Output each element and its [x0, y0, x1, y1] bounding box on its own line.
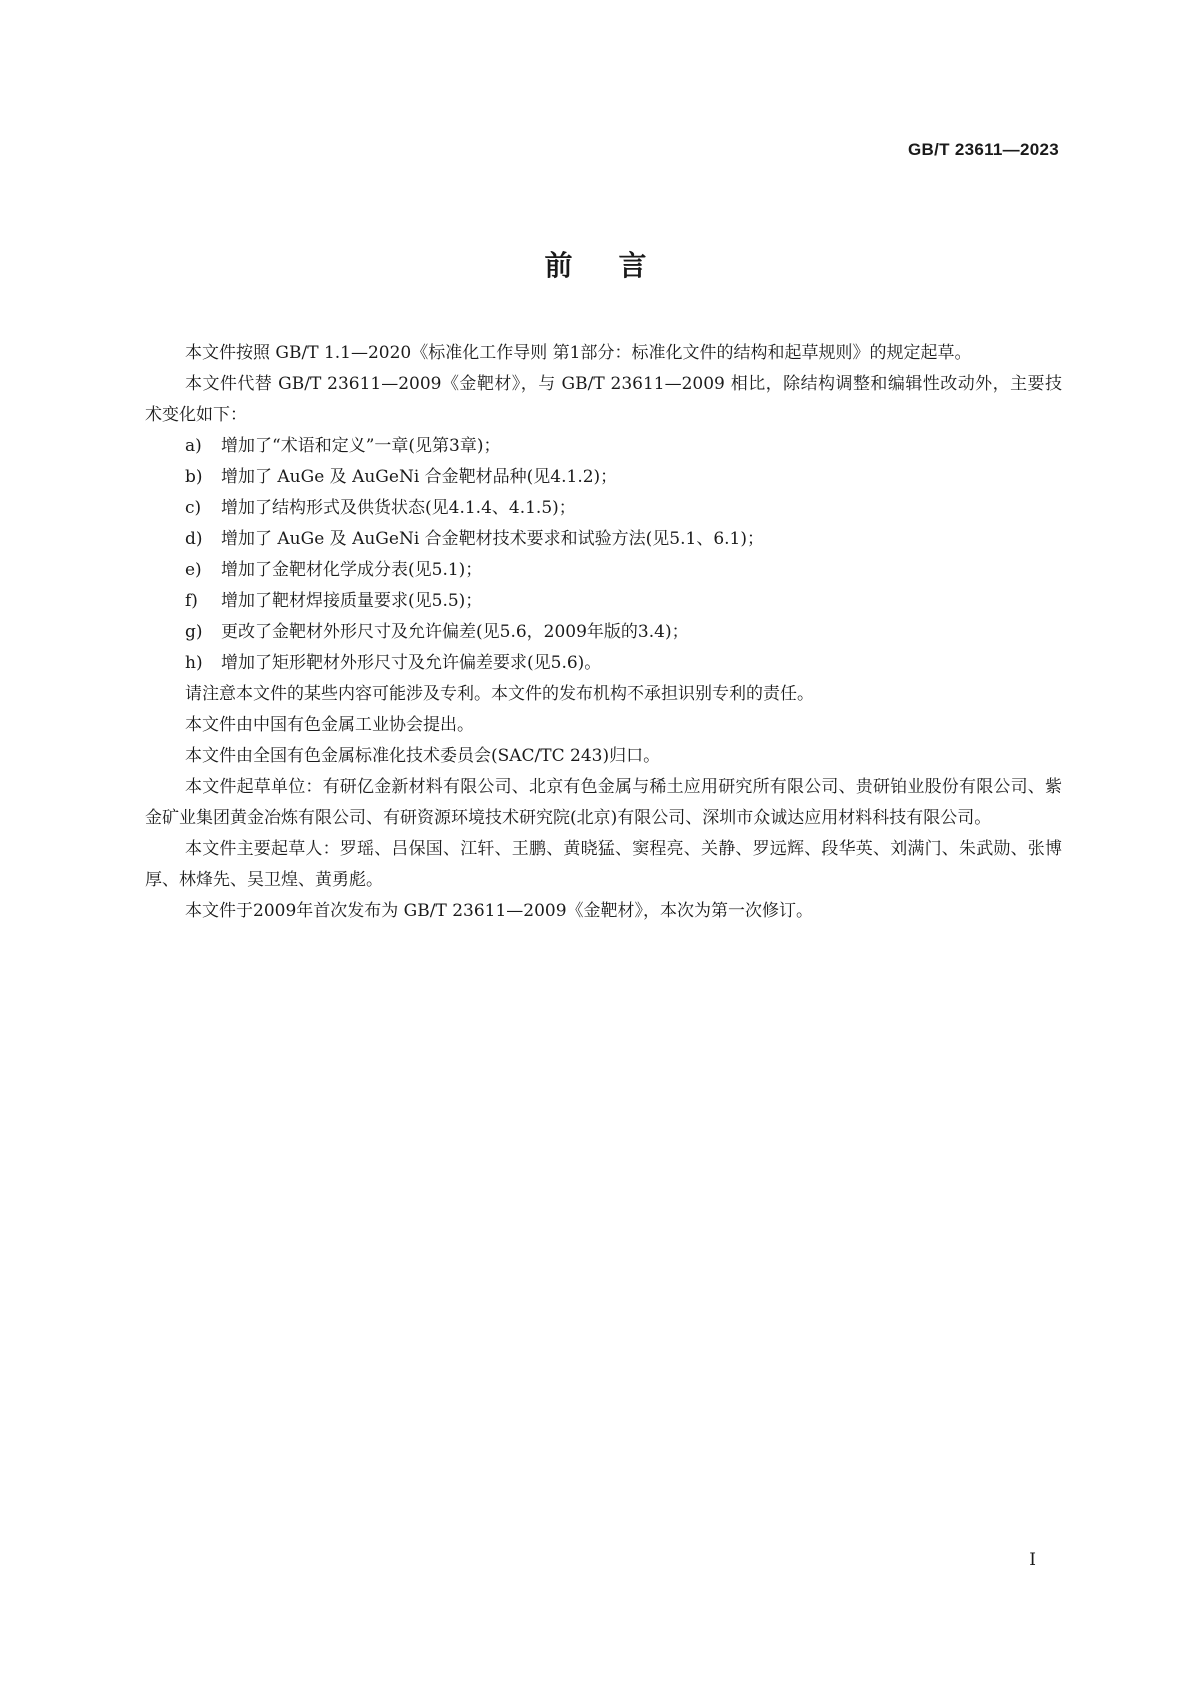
paragraph-proposer: 本文件由中国有色金属工业协会提出。: [185, 715, 474, 735]
list-marker: f): [185, 591, 198, 611]
document-code: GB/T 23611—2023: [908, 140, 1059, 159]
list-item: [145, 493, 1062, 524]
page-title: 前言: [544, 249, 693, 282]
list-item-text: 增加了 AuGe 及 AuGeNi 合金靶材技术要求和试验方法(见5.1、6.1)；: [221, 529, 764, 549]
list-item-text: 增加了 AuGe 及 AuGeNi 合金靶材品种(见4.1.2)；: [221, 467, 618, 487]
paragraph-drafting-units: 本文件起草单位：有研亿金新材料有限公司、北京有色金属与稀土应用研究所有限公司、贵研铂业股份有限公司、紫金矿业集团黄金冶炼有限公司、有研资源环境技术研究院(北京)有限公司、深圳市众诚达应用材料科技有限公司。: [145, 777, 1062, 828]
list-item: [145, 524, 1062, 555]
list-marker: b): [185, 467, 203, 487]
list-item: [145, 648, 1062, 679]
list-marker: g): [185, 622, 203, 642]
list-item: [145, 555, 1062, 586]
page-number: I: [1029, 1550, 1036, 1570]
paragraph-drafting-rules: 本文件按照 GB/T 1.1—2020《标准化工作导则 第1部分：标准化文件的结构和起草规则》的规定起草。: [185, 343, 972, 363]
list-item-text: 增加了矩形靶材外形尺寸及允许偏差要求(见5.6)。: [221, 653, 602, 673]
changes-list: [145, 431, 1062, 679]
list-item-text: 增加了“术语和定义”一章(见第3章)；: [221, 436, 501, 456]
paragraph-history: 本文件于2009年首次发布为 GB/T 23611—2009《金靶材》，本次为第一次修订。: [185, 901, 814, 921]
list-item-text: 增加了靶材焊接质量要求(见5.5)；: [221, 591, 483, 611]
list-marker: c): [185, 498, 202, 518]
list-item: [145, 462, 1062, 493]
paragraph-committee: 本文件由全国有色金属标准化技术委员会(SAC/TC 243)归口。: [185, 746, 661, 766]
list-item-text: 增加了金靶材化学成分表(见5.1)；: [221, 560, 483, 580]
list-item: [145, 586, 1062, 617]
paragraph-replacement: 本文件代替 GB/T 23611—2009《金靶材》，与 GB/T 23611—2009 相比，除结构调整和编辑性改动外，主要技术变化如下：: [145, 374, 1062, 425]
list-item-text: 增加了结构形式及供货状态(见4.1.4、4.1.5)；: [221, 498, 576, 518]
list-marker: d): [185, 529, 203, 549]
list-marker: e): [185, 560, 202, 580]
foreword-body: [145, 338, 1062, 927]
paragraph-drafters: 本文件主要起草人：罗瑶、吕保国、江轩、王鹏、黄晓猛、窦程亮、关静、罗远辉、段华英、刘满门、朱武勋、张博厚、林烽先、吴卫煌、黄勇彪。: [145, 839, 1062, 890]
list-marker: a): [185, 436, 202, 456]
list-item: [145, 431, 1062, 462]
paragraph-patent-notice: 请注意本文件的某些内容可能涉及专利。本文件的发布机构不承担识别专利的责任。: [185, 684, 814, 704]
list-item: [145, 617, 1062, 648]
list-marker: h): [185, 653, 203, 673]
list-item-text: 更改了金靶材外形尺寸及允许偏差(见5.6，2009年版的3.4)；: [221, 622, 689, 642]
